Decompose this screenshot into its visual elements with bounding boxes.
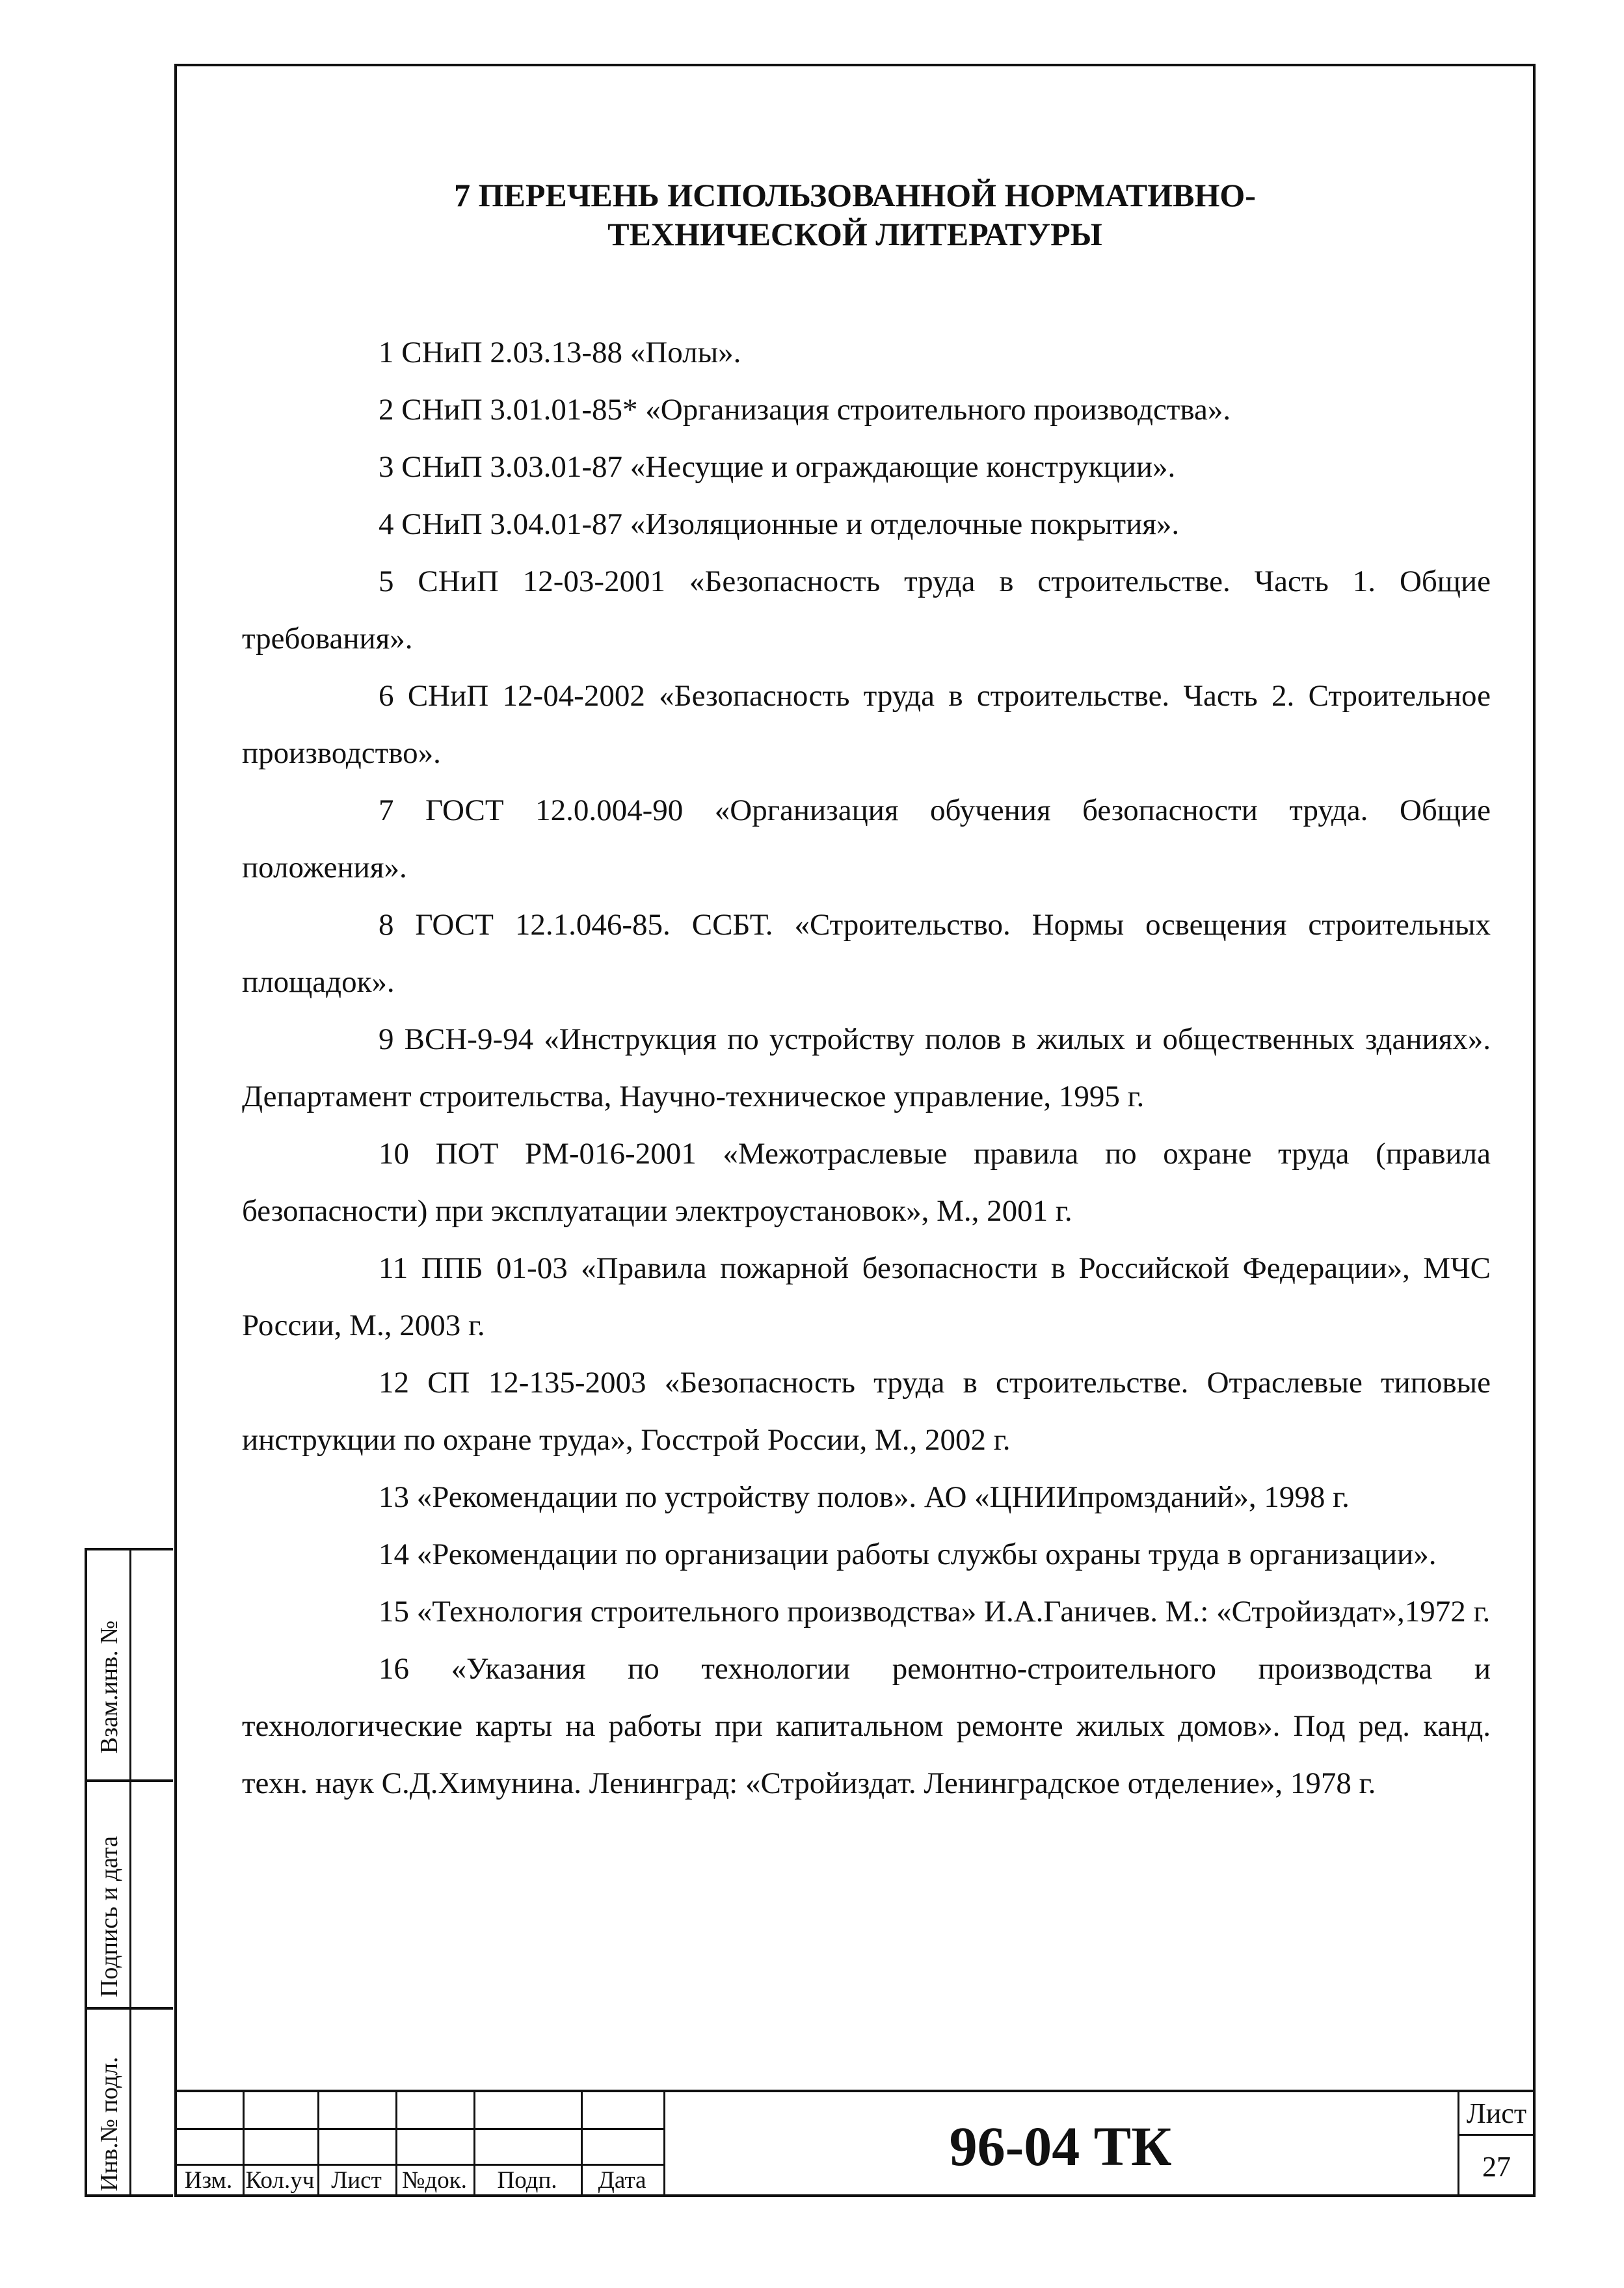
side-label-vzam: Взам.инв. №	[96, 1620, 123, 1754]
reference-item: 9 ВСН-9-94 «Инструкция по устройству полов в жилых и общественных зданиях». Департамент строительства, Научно-техническое управление, 1995 г.	[242, 1022, 1491, 1113]
reference-item: 12 СП 12-135-2003 «Безопасность труда в строительстве. Отраслевые типовые инструкции по охране труда», Госстрой России, М., 2002 г.	[242, 1366, 1491, 1457]
title-line-2: ТЕХНИЧЕСКОЙ ЛИТЕРАТУРЫ	[607, 216, 1102, 252]
reference-item: 3 СНиП 3.03.01-87 «Несущие и ограждающие конструкции».	[379, 450, 1176, 484]
stamp-col-podp: Подп.	[497, 2167, 557, 2194]
stamp-col-izm: Изм.	[184, 2167, 233, 2194]
side-label-podpis: Подпись и дата	[96, 1835, 123, 1998]
side-label-inv: Инв.№ подл.	[96, 2056, 123, 2192]
reference-item: 13 «Рекомендации по устройству полов». АО «ЦНИИпромзданий», 1998 г.	[379, 1480, 1350, 1514]
sheet-number: 27	[1482, 2150, 1511, 2183]
sheet-label: Лист	[1466, 2097, 1527, 2129]
reference-item: 14 «Рекомендации по организации работы службы охраны труда в организации».	[379, 1537, 1437, 1571]
reference-item: 5 СНиП 12-03-2001 «Безопасность труда в строительстве. Часть 1. Общие требования».	[242, 565, 1491, 656]
reference-item: 1 СНиП 2.03.13-88 «Полы».	[379, 336, 741, 369]
side-field-podpis	[85, 1779, 173, 2010]
stamp-col-list: Лист	[331, 2167, 382, 2194]
side-field-inv	[85, 2007, 173, 2197]
section-title	[174, 176, 1536, 254]
stamp-col-kolich: Кол.уч	[245, 2167, 315, 2194]
reference-item: 16 «Указания по технологии ремонтно-строительного производства и технологические карты на работы при капитальном ремонте жилых домов». Под ред. канд. техн. наук С.Д.Химунина. Ленинград: «Стройиздат. Ленинградское отделение», 1978 г.	[242, 1652, 1491, 1800]
side-field-vzam	[85, 1548, 173, 1782]
stamp-col-doc: №док.	[402, 2167, 467, 2194]
reference-item: 15 «Технология строительного производства» И.А.Ганичев. М.: «Стройиздат»,1972 г.	[379, 1595, 1491, 1629]
title-line-1: 7 ПЕРЕЧЕНЬ ИСПОЛЬЗОВАННОЙ НОРМАТИВНО-	[454, 177, 1256, 213]
reference-item: 4 СНиП 3.04.01-87 «Изоляционные и отделочные покрытия».	[379, 507, 1180, 541]
reference-item: 2 СНиП 3.01.01-85* «Организация строительного производства».	[379, 393, 1231, 427]
reference-item: 10 ПОТ РМ-016-2001 «Межотраслевые правила по охране труда (правила безопасности) при эксплуатации электроустановок», М., 2001 г.	[242, 1137, 1491, 1228]
document-code: 96-04 ТК	[949, 2114, 1172, 2177]
reference-item: 6 СНиП 12-04-2002 «Безопасность труда в строительстве. Часть 2. Строительное производство».	[242, 679, 1491, 770]
reference-item: 7 ГОСТ 12.0.004-90 «Организация обучения безопасности труда. Общие положения».	[242, 793, 1491, 885]
stamp-col-data: Дата	[598, 2167, 646, 2194]
reference-item: 8 ГОСТ 12.1.046-85. ССБТ. «Строительство. Нормы освещения строительных площадок».	[242, 908, 1491, 999]
reference-item: 11 ППБ 01-03 «Правила пожарной безопасности в Российской Федерации», МЧС России, М., 2003 г.	[242, 1251, 1491, 1342]
reference-list	[242, 324, 1491, 1812]
title-block	[174, 2090, 1536, 2197]
